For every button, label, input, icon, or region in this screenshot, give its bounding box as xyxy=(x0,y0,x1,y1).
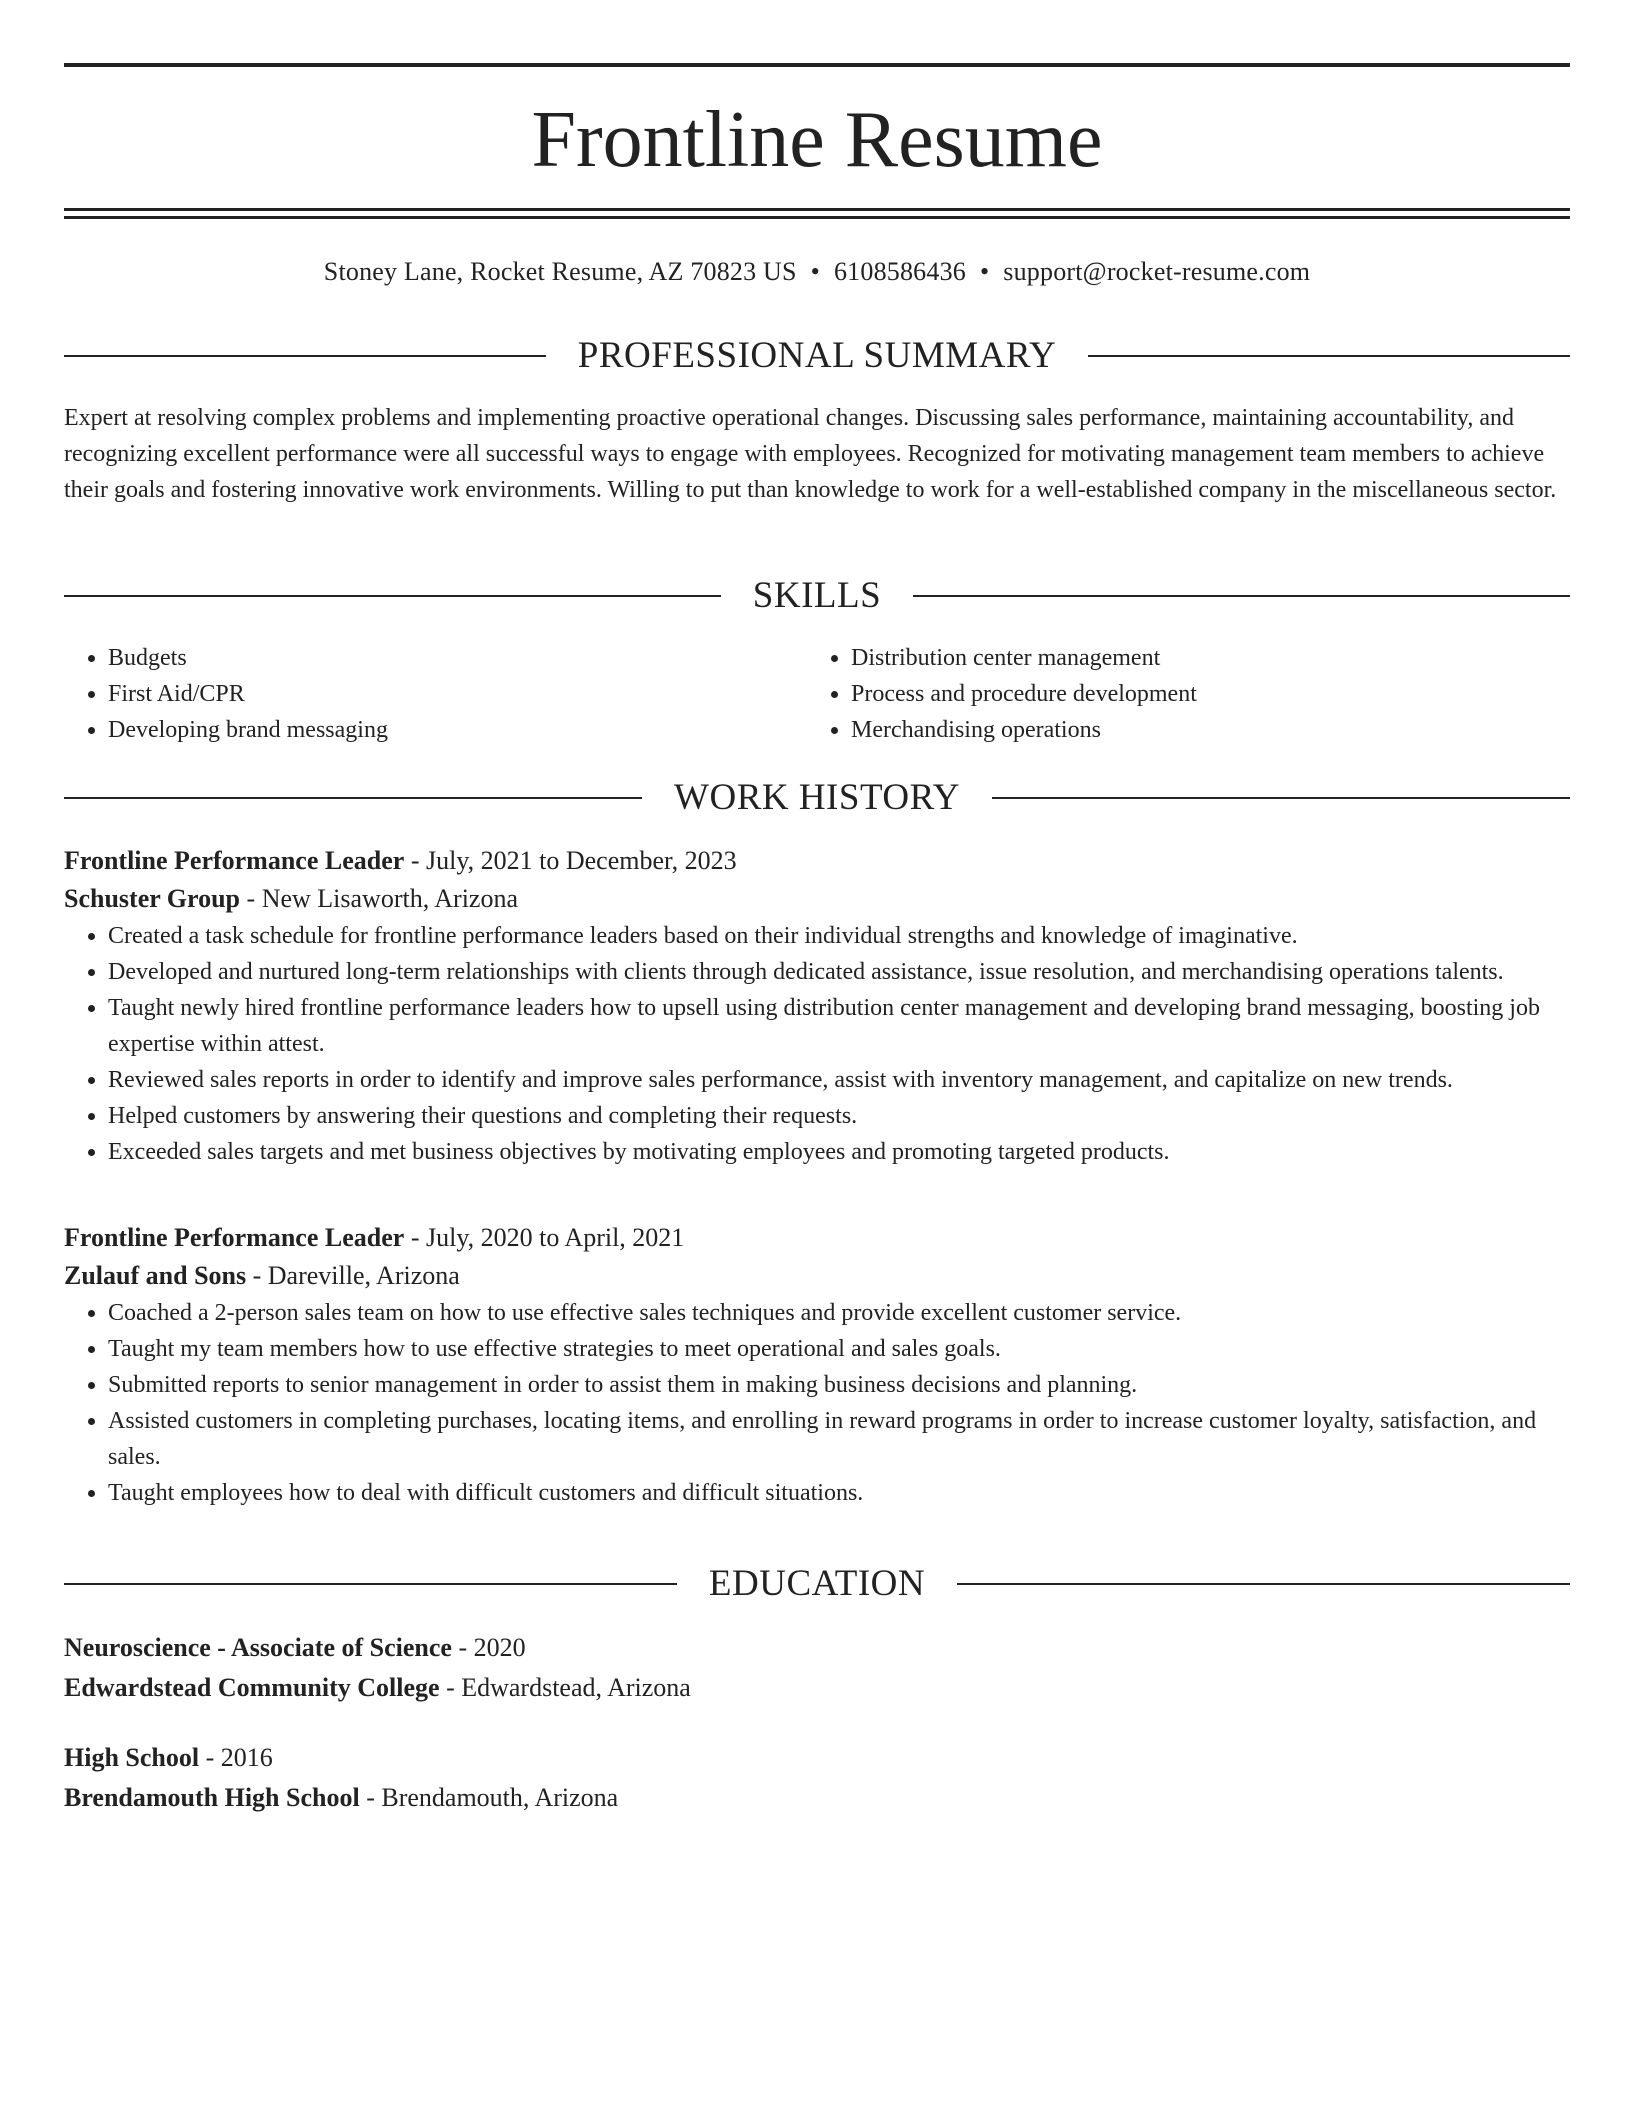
education-school: Brendamouth High School xyxy=(64,1783,360,1812)
job-entry xyxy=(64,1219,1570,1511)
heading-rule-left xyxy=(64,595,721,597)
education-school-line xyxy=(64,1668,1570,1708)
education-entry xyxy=(64,1628,1570,1708)
contact-separator: • xyxy=(979,257,990,286)
contact-address: Stoney Lane, Rocket Resume, AZ 70823 US xyxy=(323,257,797,286)
skill-item: • Budgets xyxy=(108,640,807,676)
job-bullets xyxy=(64,1295,1570,1511)
heading-rule-right xyxy=(957,1583,1570,1585)
skill-item: • Distribution center management xyxy=(851,640,1550,676)
job-bullet: • Taught employees how to deal with difficult customers and difficult situations. xyxy=(108,1475,1570,1511)
job-dates: - July, 2021 to December, 2023 xyxy=(404,846,737,875)
education-location: - Brendamouth, Arizona xyxy=(359,1783,619,1812)
work-heading xyxy=(64,776,1570,820)
job-bullet: • Submitted reports to senior management in order to assist them in making business decisions and planning. xyxy=(108,1367,1570,1403)
heading-rule-right xyxy=(1088,355,1570,357)
skills-column-left xyxy=(64,640,807,748)
contact-separator: • xyxy=(810,257,820,286)
job-location: - Dareville, Arizona xyxy=(246,1261,460,1290)
job-bullet: • Exceeded sales targets and met business objectives by motivating employees and promoting targeted products. xyxy=(108,1134,1570,1170)
job-bullet: • Taught my team members how to use effective strategies to meet operational and sales goals. xyxy=(108,1331,1570,1367)
job-dates: - July, 2020 to April, 2021 xyxy=(404,1223,685,1252)
name-underline-lower xyxy=(64,216,1570,219)
job-company-line xyxy=(64,1257,1570,1295)
education-heading-label: EDUCATION xyxy=(708,1563,926,1604)
heading-rule-right xyxy=(992,797,1570,799)
education-location: - Edwardstead, Arizona xyxy=(439,1673,691,1702)
education-heading xyxy=(64,1562,1570,1606)
job-bullet: • Taught newly hired frontline performance leaders how to upsell using distribution center management and developing brand messaging, boosting job expertise within attest. xyxy=(108,990,1570,1062)
job-title-line xyxy=(64,842,1570,880)
job-location: - New Lisaworth, Arizona xyxy=(240,884,519,913)
skill-item: • Developing brand messaging xyxy=(108,712,807,748)
skills-heading-label: SKILLS xyxy=(752,575,882,616)
heading-rule-left xyxy=(64,355,546,357)
resume-name: Frontline Resume xyxy=(531,96,1103,184)
contact-email: support@rocket-resume.com xyxy=(1003,257,1311,286)
skill-item: • First Aid/CPR xyxy=(108,676,807,712)
work-heading-label: WORK HISTORY xyxy=(674,777,960,818)
education-degree: High School xyxy=(64,1743,200,1772)
job-title-line xyxy=(64,1219,1570,1257)
job-entry xyxy=(64,842,1570,1170)
job-company: Zulauf and Sons xyxy=(64,1261,247,1290)
summary-heading xyxy=(64,334,1570,378)
education-year: - 2020 xyxy=(451,1633,526,1662)
job-bullet: • Reviewed sales reports in order to identify and improve sales performance, assist with inventory management, and capitalize on new trends. xyxy=(108,1062,1570,1098)
job-bullet: • Helped customers by answering their questions and completing their requests. xyxy=(108,1098,1570,1134)
job-bullet: • Coached a 2-person sales team on how to use effective sales techniques and provide excellent customer service. xyxy=(108,1295,1570,1331)
job-title: Frontline Performance Leader xyxy=(64,1223,405,1252)
job-company-line xyxy=(64,880,1570,918)
education-year: - 2016 xyxy=(199,1743,273,1772)
skills-column-right xyxy=(807,640,1550,748)
job-bullet: • Developed and nurtured long-term relationships with clients through dedicated assistance, issue resolution, and merchandising operations talents. xyxy=(108,954,1570,990)
skills-heading xyxy=(64,574,1570,618)
job-title: Frontline Performance Leader xyxy=(64,846,405,875)
skills-list xyxy=(64,640,1570,748)
top-rule xyxy=(64,63,1570,67)
job-company: Schuster Group xyxy=(64,884,241,913)
job-bullet: • Assisted customers in completing purchases, locating items, and enrolling in reward programs in order to increase customer loyalty, satisfaction, and sales. xyxy=(108,1403,1570,1475)
skill-item: • Process and procedure development xyxy=(851,676,1550,712)
education-degree-line xyxy=(64,1628,1570,1668)
job-bullets xyxy=(64,918,1570,1170)
name-underline-upper xyxy=(64,208,1570,211)
job-bullet: • Created a task schedule for frontline performance leaders based on their individual strengths and knowledge of imaginative. xyxy=(108,918,1570,954)
heading-rule-right xyxy=(913,595,1570,597)
heading-rule-left xyxy=(64,797,642,799)
contact-phone: 6108586436 xyxy=(833,257,966,286)
education-degree: Neuroscience - Associate of Science xyxy=(64,1633,452,1662)
summary-heading-label: PROFESSIONAL SUMMARY xyxy=(577,335,1057,376)
education-school: Edwardstead Community College xyxy=(64,1673,440,1702)
heading-rule-left xyxy=(64,1583,677,1585)
summary-text: Expert at resolving complex problems and implementing proactive operational changes. Discussing sales performance, maintaining accountability, and recognizing excellent performance were all successful ways to engage with employees. Recognized for motivating management team members to achieve their goals and fostering innovative work environments. Willing to put than knowledge to work for a well-established company in the miscellaneous sector. xyxy=(64,405,1557,503)
education-degree-line xyxy=(64,1738,1570,1778)
education-entry xyxy=(64,1738,1570,1818)
contact-line xyxy=(64,254,1570,290)
skill-item: • Merchandising operations xyxy=(851,712,1550,748)
education-school-line xyxy=(64,1778,1570,1818)
